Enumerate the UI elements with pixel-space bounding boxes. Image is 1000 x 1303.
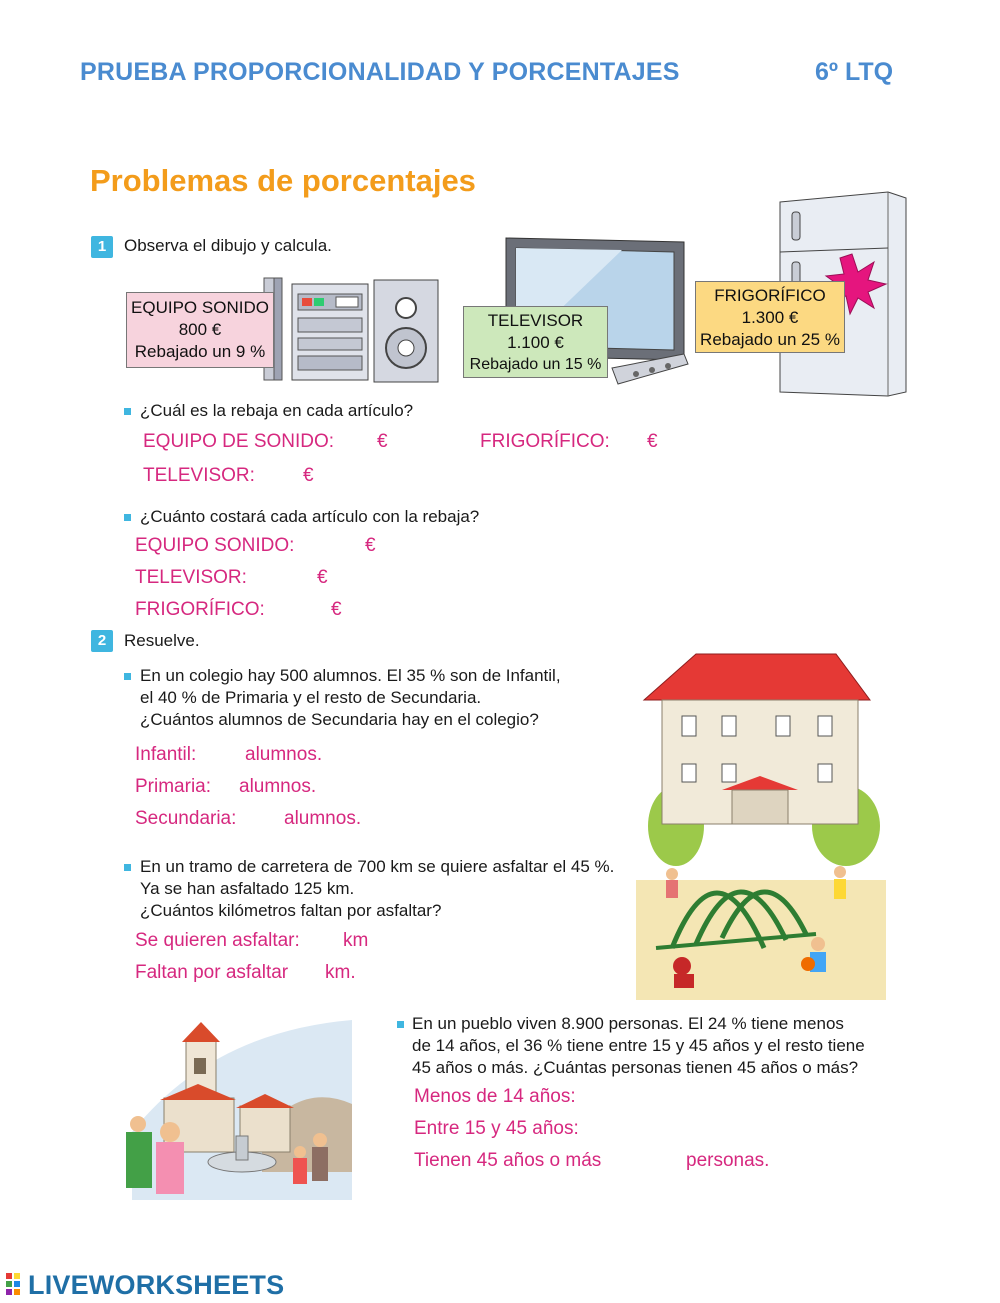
answer-label-road-remaining: Faltan por asfaltar [135, 962, 289, 983]
answer-label-sound-discount: EQUIPO DE SONIDO: [143, 431, 335, 452]
answer-unit-sound-price: € [365, 535, 376, 556]
village-illustration [112, 1012, 360, 1200]
answer-label-fridge-price: FRIGORÍFICO: [135, 599, 265, 620]
liveworksheets-logo-icon [6, 1273, 28, 1297]
answer-label-primaria: Primaria: [135, 776, 212, 797]
answer-label-45-plus: Tienen 45 años o más [414, 1150, 602, 1171]
problem-road-line2: Ya se han asfaltado 125 km. [140, 879, 355, 898]
grade-label: 6º LTQ [815, 58, 894, 86]
answer-unit-tv-discount: € [303, 465, 314, 486]
answer-label-road-total: Se quieren asfaltar: [135, 930, 300, 951]
answer-label-secundaria: Secundaria: [135, 808, 237, 829]
bullet-p2 [124, 864, 131, 871]
sound-tag-name: EQUIPO SONIDO [131, 298, 269, 317]
answer-unit-tv-price: € [317, 567, 328, 588]
answer-label-fridge-discount: FRIGORÍFICO: [480, 431, 610, 452]
problem-road-line3: ¿Cuántos kilómetros faltan por asfaltar? [140, 901, 442, 920]
answer-label-tv-discount: TELEVISOR: [143, 465, 255, 486]
answer-unit-road-total: km [343, 930, 369, 951]
problem-school-line3: ¿Cuántos alumnos de Secundaria hay en el colegio? [140, 710, 539, 729]
sound-price-tag [126, 292, 274, 368]
sound-tag-price: 800 € [178, 320, 222, 339]
tv-tag-discount: Rebajado un 15 % [469, 356, 602, 373]
problem-village-line2: de 14 años, el 36 % tiene entre 15 y 45 años y el resto tiene [412, 1036, 865, 1055]
answer-label-infantil: Infantil: [135, 744, 197, 765]
tv-tag-price: 1.100 € [507, 333, 564, 352]
answer-label-tv-price: TELEVISOR: [135, 567, 247, 588]
answer-unit-infantil: alumnos. [245, 744, 323, 765]
exercise-1-instruction: Observa el dibujo y calcula. [124, 236, 332, 255]
fridge-price-tag [695, 281, 845, 353]
answer-unit-primaria: alumnos. [239, 776, 317, 797]
problem-village-line3: 45 años o más. ¿Cuántas personas tienen 45 años o más? [412, 1058, 859, 1077]
worksheet-title: PRUEBA PROPORCIONALIDAD Y PORCENTAJES [80, 58, 680, 86]
liveworksheets-logo[interactable]: LIVEWORKSHEETS [28, 1270, 285, 1300]
answer-unit-road-remaining: km. [325, 962, 356, 983]
tv-price-tag [463, 306, 608, 378]
school-illustration [636, 648, 886, 1000]
question-final-price: ¿Cuánto costará cada artículo con la rebaja? [140, 507, 480, 526]
fridge-tag-name: FRIGORÍFICO [714, 286, 826, 305]
bullet-p3 [397, 1021, 404, 1028]
sound-tag-discount: Rebajado un 9 % [134, 342, 266, 361]
answer-label-under-14: Menos de 14 años: [414, 1086, 576, 1107]
exercise-2-badge: 2 [91, 630, 113, 652]
answer-label-sound-price: EQUIPO SONIDO: [135, 535, 295, 556]
exercise-1-badge: 1 [91, 236, 113, 258]
answer-unit-secundaria: alumnos. [284, 808, 362, 829]
tv-tag-name: TELEVISOR [487, 311, 584, 330]
question-discount: ¿Cuál es la rebaja en cada artículo? [140, 401, 414, 420]
problem-school-line1: En un colegio hay 500 alumnos. El 35 % son de Infantil, [140, 666, 561, 685]
answer-label-15-to-45: Entre 15 y 45 años: [414, 1118, 579, 1139]
section-title: Problemas de porcentajes [90, 163, 476, 198]
bullet-q1 [124, 408, 131, 415]
problem-road-line1: En un tramo de carretera de 700 km se quiere asfaltar el 45 %. [140, 857, 615, 876]
answer-unit-sound-discount: € [377, 431, 388, 452]
answer-unit-fridge-discount: € [647, 431, 658, 452]
bullet-q2 [124, 514, 131, 521]
fridge-tag-price: 1.300 € [741, 308, 799, 327]
problem-school-line2: el 40 % de Primaria y el resto de Secundaria. [140, 688, 482, 707]
answer-unit-fridge-price: € [331, 599, 342, 620]
exercise-2-instruction: Resuelve. [124, 631, 200, 650]
problem-village-line1: En un pueblo viven 8.900 personas. El 24 % tiene menos [412, 1014, 844, 1033]
fridge-tag-discount: Rebajado un 25 % [700, 330, 840, 349]
answer-unit-45-plus: personas. [686, 1150, 770, 1171]
bullet-p1 [124, 673, 131, 680]
